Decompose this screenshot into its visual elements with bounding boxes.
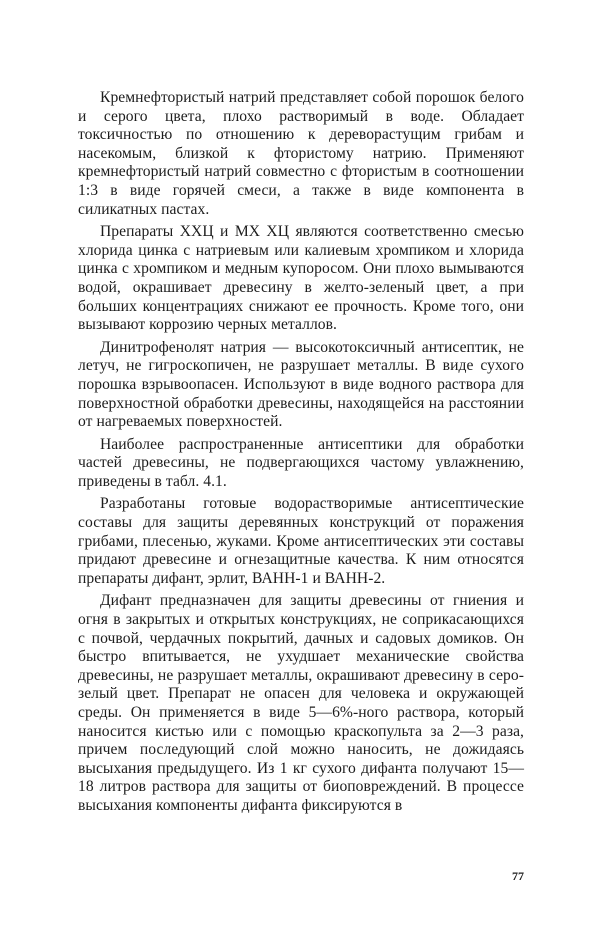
page-number: 77 (512, 869, 524, 883)
paragraph-sodium-fluorosilicate: Кремнефтористый натрий представляет собой порошок белого и серого цвета, плохо растворимый в воде. Обладает токсичностью по отношению к дереворастущим грибам и насекомым, близкой к фтористому натрию. Применяют кремнефтористый натрий совместно с фтористым в соотношении 1:3 в виде горячей смеси, а также в виде компонента в силикатных пастах. (78, 89, 524, 218)
paragraph-difant: Дифант предназначен для защиты древесины от гниения и огня в закрытых и открытых конструкциях, не соприкасающихся с почвой, чердачных покрытий, дачных и садовых домиков. Он быстро впитывается, не ухудшает механические свойства древесины, не разрушает металлы, окрашивают древесину в серо-зелый цвет. Препарат не опасен для человека и окружающей среды. Он применяется в виде 5—6%-ного раствора, который наносится кистью или с помощью краскопульта за 2—3 раза, причем последующий слой можно наносить, не дожидаясь высыхания предыдущего. Из 1 кг сухого дифанта получают 15—18 литров раствора для защиты от биоповреждений. В процессе высыхания компоненты дифанта фиксируются в (78, 592, 524, 814)
paragraph-zinc-chloride-preparations: Препараты ХХЦ и МХ ХЦ являются соответственно смесью хлорида цинка с натриевым или калиевым хромпиком и хлорида цинка с хромпиком и медным купоросом. Они плохо вымываются водой, окрашивает древесину в желто-зеленый цвет, а при больших концентрациях снижают ее прочность. Кроме того, они вызывают коррозию черных металлов. (78, 223, 524, 334)
paragraph-common-antiseptics: Наиболее распространенные антисептики для обработки частей древесины, не подвергающихся частому увлажнению, приведены в табл. 4.1. (78, 435, 524, 490)
paragraph-ready-made-compositions: Разработаны готовые водорастворимые антисептические составы для защиты деревянных конструкций от поражения грибами, плесенью, жуками. Кроме антисептических эти составы придают древесине и огнезащитные качества. К ним относятся препараты дифант, эрлит, ВАНН-1 и ВАНН-2. (78, 495, 524, 587)
body-text (78, 89, 524, 820)
paragraph-sodium-dinitrophenolate: Динитрофенолят натрия — высокотоксичный антисептик, не летуч, не гигроскопичен, не разрушает металлы. В виде сухого порошка взрывоопасен. Используют в виде водного раствора для поверхностной обработки древесины, находящейся на расстоянии от нагреваемых поверхностей. (78, 338, 524, 431)
